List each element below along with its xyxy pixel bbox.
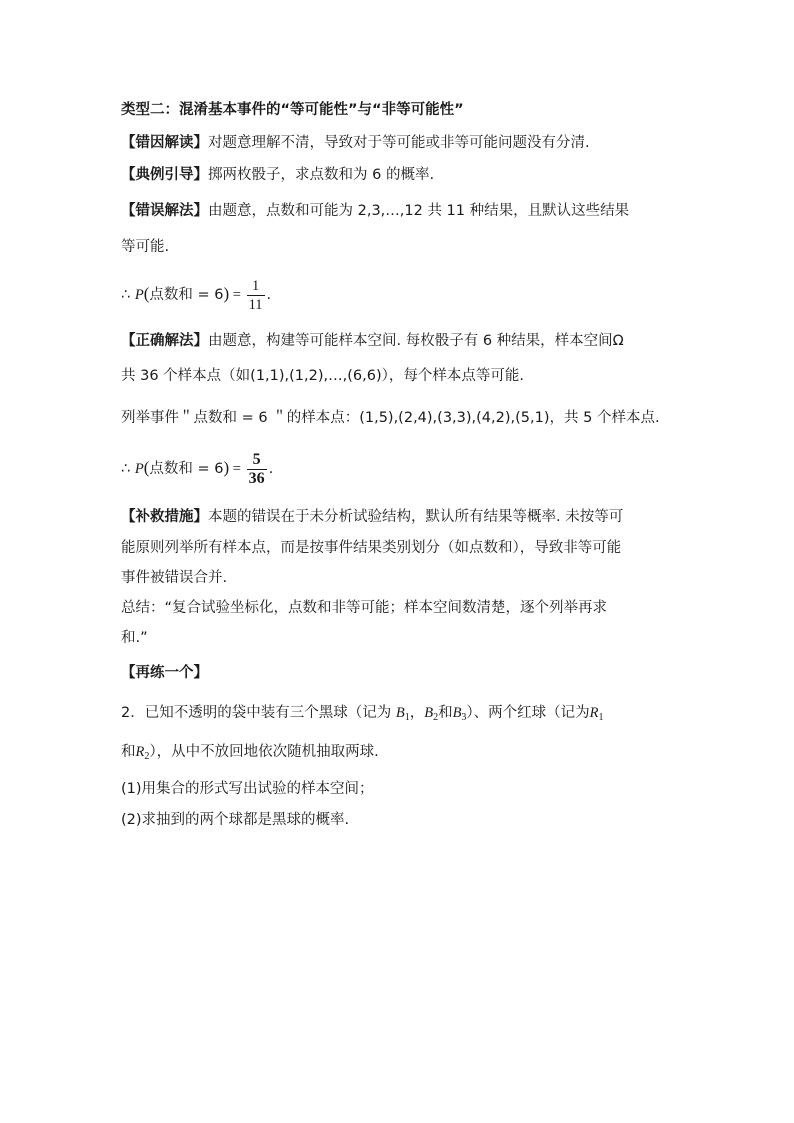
error-cause-paragraph	[121, 133, 590, 153]
wrong-solution-paragraph	[121, 201, 629, 221]
ball-b1: B	[395, 705, 405, 721]
summary-line-2: 和.”	[121, 630, 148, 646]
ball-b3: B	[452, 705, 462, 721]
question-line-2: 和$R_2$），从中不放回地依次随机抽取两球.	[121, 744, 379, 762]
probability-symbol: P	[134, 287, 144, 303]
example-tag: 【典例引导】	[121, 167, 208, 183]
correct-solution-text: 由题意，构建等可能样本空间. 每枚骰子有 6 种结果，样本空间Ω	[208, 333, 624, 349]
correct-solution-paragraph	[121, 331, 624, 351]
event-text: 点数和 = 6	[149, 287, 224, 303]
correct-solution-tag: 【正确解法】	[121, 333, 208, 349]
remedy-tag: 【补救措施】	[121, 509, 208, 525]
correct-probability-formula: ∴ P(点数和 = 6) = $\frac{5}{36}$ .	[121, 450, 274, 487]
sub-question-2: (2)求抽到的两个球都是黑球的概率.	[121, 812, 350, 828]
error-cause-tag: 【错因解读】	[121, 135, 208, 151]
therefore-symbol: ∴	[121, 287, 135, 303]
wrong-fraction: $\frac{1}{11}$	[248, 277, 263, 313]
ball-r1: R	[589, 705, 599, 721]
wrong-solution-continued: 等可能.	[121, 239, 170, 255]
summary-line-1: 总结：“复合试验坐标化，点数和非等可能；样本空间数清楚，逐个列举再求	[121, 600, 608, 616]
correct-fraction: $\frac{5}{36}$	[248, 450, 265, 487]
remedy-text: 本题的错误在于未分析试验结构，默认所有结果等概率. 未按等可	[208, 509, 624, 525]
section-heading: 类型二：混淆基本事件的“等可能性”与“非等可能性”	[121, 102, 464, 118]
probability-symbol: P	[134, 461, 144, 477]
therefore-symbol: ∴	[121, 461, 135, 477]
question-line-1: 2．已知不透明的袋中装有三个黑球（记为 $B_1$，$B_2$和$B_3$）、两个红球（记为$R_1$	[121, 705, 604, 723]
example-paragraph	[121, 165, 434, 185]
error-cause-text: 对题意理解不清，导致对于等可能或非等可能问题没有分清.	[208, 135, 590, 151]
remedy-line-2: 能原则列举所有样本点，而是按事件结果类别划分（如点数和），导致非等可能	[121, 540, 622, 556]
example-text: 掷两枚骰子，求点数和为 6 的概率.	[208, 167, 435, 183]
ball-b2: B	[424, 705, 434, 721]
practice-heading: 【再练一个】	[121, 665, 208, 681]
wrong-solution-text: 由题意，点数和可能为 2,3,…,12 共 11 种结果，且默认这些结果	[208, 203, 630, 219]
event-sample-points-line: 列举事件＂点数和 = 6 ＂的样本点：(1,5),(2,4),(3,3),(4,2),(5,1)，共 5 个样本点.	[121, 410, 660, 426]
event-text: 点数和 = 6	[149, 461, 224, 477]
wrong-probability-formula: ∴ P(点数和 = 6) = $\frac{1}{11}$ .	[121, 277, 272, 313]
sample-space-line: 共 36 个样本点（如(1,1),(1,2),…,(6,6)），每个样本点等可能.	[121, 368, 524, 384]
remedy-paragraph	[121, 507, 623, 527]
wrong-solution-tag: 【错误解法】	[121, 203, 208, 219]
sub-question-1: (1)用集合的形式写出试验的样本空间；	[121, 781, 374, 797]
remedy-line-3: 事件被错误合并.	[121, 570, 228, 586]
ball-r2: R	[135, 744, 145, 760]
